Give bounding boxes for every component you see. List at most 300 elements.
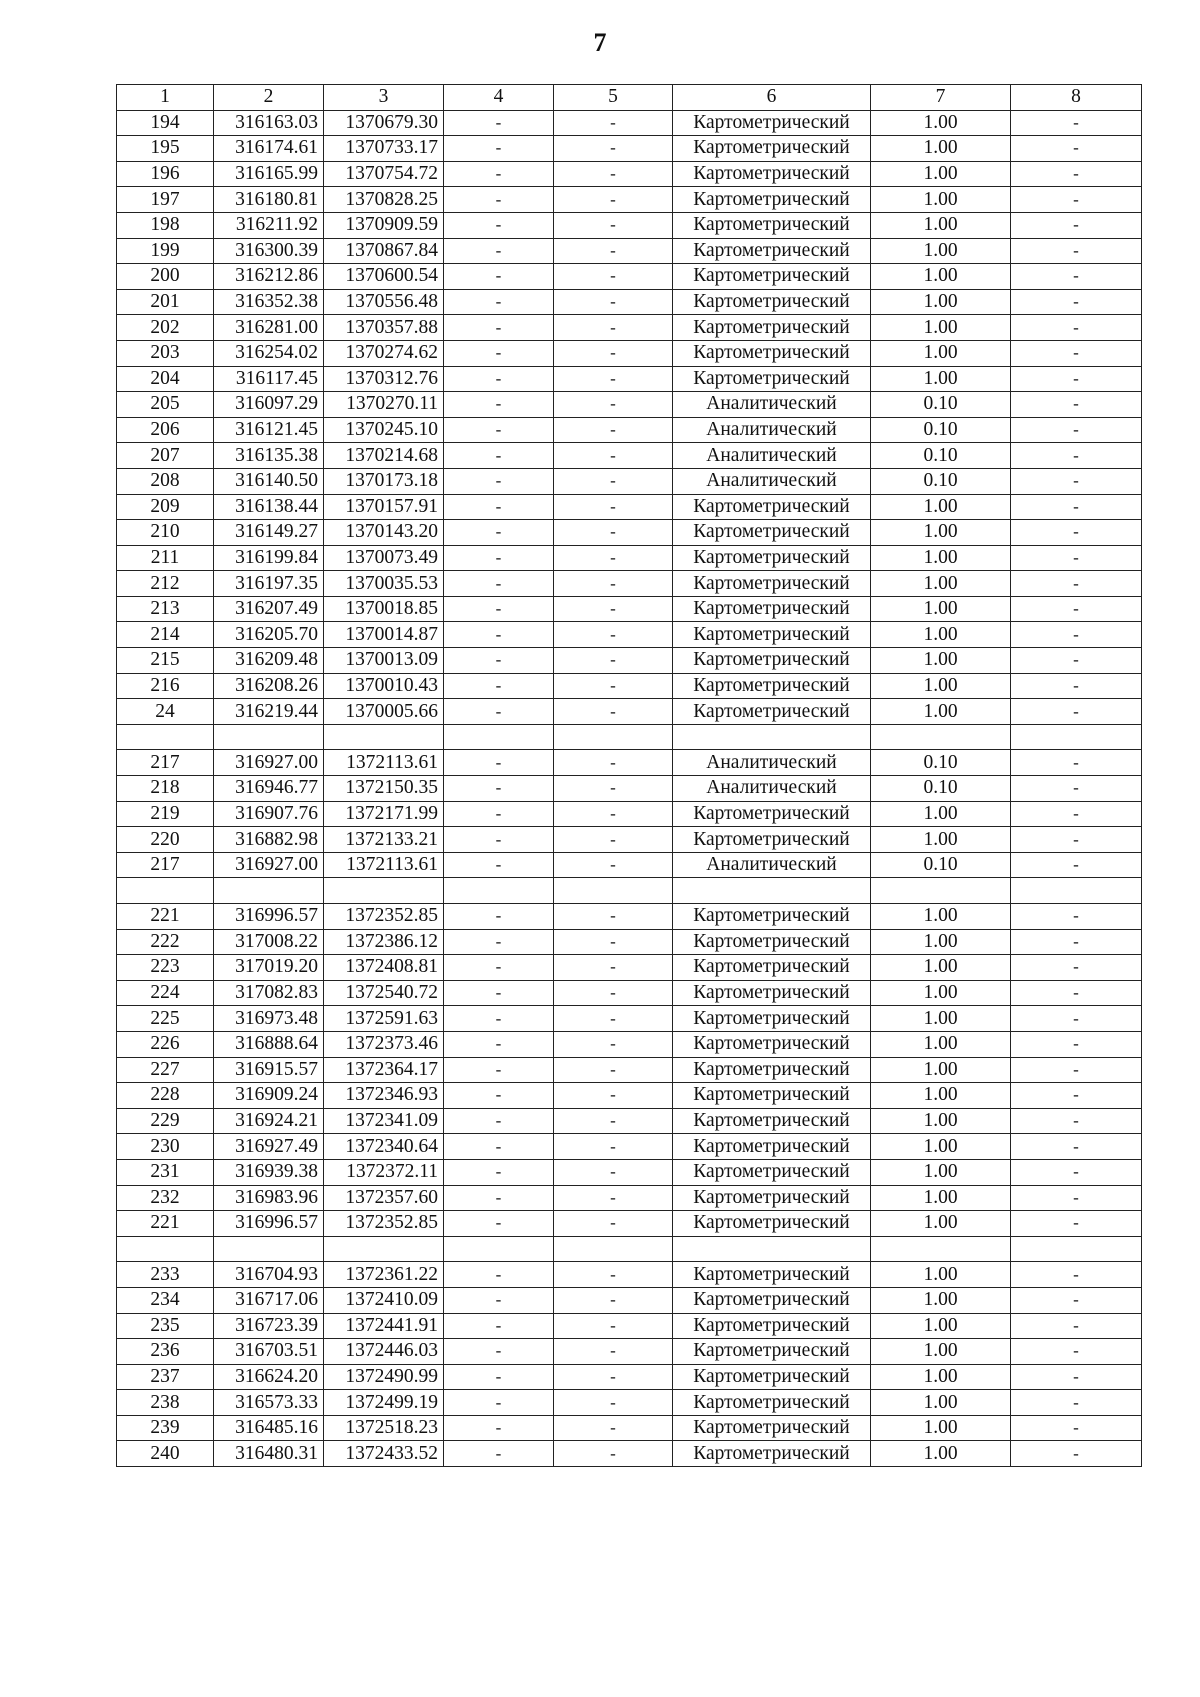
point-number-cell <box>117 1236 214 1262</box>
column-5-cell: - <box>554 673 673 699</box>
table-row <box>117 1031 1142 1057</box>
table-row <box>117 238 1142 264</box>
table-row <box>117 1236 1142 1262</box>
method-cell: Картометрический <box>673 545 871 571</box>
x-coordinate-cell: 316281.00 <box>214 315 324 341</box>
x-coordinate-cell: 316180.81 <box>214 187 324 213</box>
x-coordinate-cell <box>214 724 324 750</box>
column-5-cell: - <box>554 1262 673 1288</box>
x-coordinate-cell: 316573.33 <box>214 1390 324 1416</box>
y-coordinate-cell: 1370010.43 <box>324 673 444 699</box>
x-coordinate-cell: 316924.21 <box>214 1108 324 1134</box>
point-number-cell: 225 <box>117 1006 214 1032</box>
method-cell: Картометрический <box>673 1390 871 1416</box>
column-5-cell: - <box>554 1441 673 1467</box>
y-coordinate-cell: 1370733.17 <box>324 136 444 162</box>
x-coordinate-cell: 316927.00 <box>214 750 324 776</box>
method-cell: Картометрический <box>673 673 871 699</box>
y-coordinate-cell: 1372341.09 <box>324 1108 444 1134</box>
table-body <box>117 110 1142 1466</box>
y-coordinate-cell: 1370005.66 <box>324 699 444 725</box>
column-8-cell: - <box>1011 1262 1142 1288</box>
method-cell: Картометрический <box>673 340 871 366</box>
method-cell: Картометрический <box>673 1313 871 1339</box>
column-4-cell: - <box>444 417 554 443</box>
y-coordinate-cell: 1372171.99 <box>324 801 444 827</box>
column-8-cell: - <box>1011 161 1142 187</box>
y-coordinate-cell: 1372446.03 <box>324 1339 444 1365</box>
column-4-cell: - <box>444 1108 554 1134</box>
column-5-cell <box>554 878 673 904</box>
column-5-cell: - <box>554 392 673 418</box>
table-row <box>117 750 1142 776</box>
table-row <box>117 878 1142 904</box>
column-4-cell: - <box>444 1287 554 1313</box>
method-cell: Картометрический <box>673 1108 871 1134</box>
column-4-cell: - <box>444 852 554 878</box>
table-row <box>117 545 1142 571</box>
column-5-cell: - <box>554 1390 673 1416</box>
method-cell: Картометрический <box>673 136 871 162</box>
point-number-cell: 214 <box>117 622 214 648</box>
column-5-cell: - <box>554 1006 673 1032</box>
column-4-cell: - <box>444 1083 554 1109</box>
column-4-cell: - <box>444 750 554 776</box>
table-row <box>117 904 1142 930</box>
x-coordinate-cell: 316909.24 <box>214 1083 324 1109</box>
column-header: 2 <box>214 85 324 111</box>
x-coordinate-cell: 316211.92 <box>214 212 324 238</box>
column-8-cell: - <box>1011 238 1142 264</box>
column-4-cell: - <box>444 238 554 264</box>
point-number-cell: 230 <box>117 1134 214 1160</box>
y-coordinate-cell: 1370867.84 <box>324 238 444 264</box>
column-5-cell: - <box>554 852 673 878</box>
column-4-cell: - <box>444 443 554 469</box>
y-coordinate-cell: 1372357.60 <box>324 1185 444 1211</box>
header-row <box>117 85 1142 111</box>
table-row <box>117 136 1142 162</box>
y-coordinate-cell: 1372361.22 <box>324 1262 444 1288</box>
column-5-cell: - <box>554 1057 673 1083</box>
table-row <box>117 648 1142 674</box>
point-number-cell: 220 <box>117 827 214 853</box>
column-8-cell: - <box>1011 596 1142 622</box>
column-8-cell: - <box>1011 980 1142 1006</box>
accuracy-cell: 1.00 <box>871 827 1011 853</box>
accuracy-cell: 1.00 <box>871 596 1011 622</box>
y-coordinate-cell: 1370173.18 <box>324 468 444 494</box>
accuracy-cell: 1.00 <box>871 1108 1011 1134</box>
column-8-cell: - <box>1011 1159 1142 1185</box>
point-number-cell <box>117 724 214 750</box>
column-4-cell: - <box>444 161 554 187</box>
method-cell: Аналитический <box>673 392 871 418</box>
column-4-cell: - <box>444 136 554 162</box>
column-8-cell: - <box>1011 750 1142 776</box>
y-coordinate-cell: 1372372.11 <box>324 1159 444 1185</box>
column-8-cell: - <box>1011 1339 1142 1365</box>
method-cell: Картометрический <box>673 1031 871 1057</box>
column-4-cell: - <box>444 1390 554 1416</box>
accuracy-cell: 1.00 <box>871 648 1011 674</box>
column-5-cell: - <box>554 571 673 597</box>
x-coordinate-cell: 316163.03 <box>214 110 324 136</box>
method-cell: Картометрический <box>673 1211 871 1237</box>
column-4-cell: - <box>444 571 554 597</box>
table-row <box>117 161 1142 187</box>
point-number-cell: 238 <box>117 1390 214 1416</box>
column-5-cell: - <box>554 366 673 392</box>
point-number-cell: 223 <box>117 955 214 981</box>
column-8-cell: - <box>1011 1057 1142 1083</box>
point-number-cell: 197 <box>117 187 214 213</box>
accuracy-cell: 1.00 <box>871 520 1011 546</box>
table-row <box>117 417 1142 443</box>
column-4-cell: - <box>444 392 554 418</box>
point-number-cell: 215 <box>117 648 214 674</box>
column-5-cell: - <box>554 596 673 622</box>
table-row <box>117 264 1142 290</box>
column-8-cell: - <box>1011 136 1142 162</box>
column-8-cell <box>1011 1236 1142 1262</box>
method-cell: Картометрический <box>673 1057 871 1083</box>
x-coordinate-cell: 316888.64 <box>214 1031 324 1057</box>
accuracy-cell: 1.00 <box>871 340 1011 366</box>
column-4-cell: - <box>444 955 554 981</box>
point-number-cell: 235 <box>117 1313 214 1339</box>
table-row <box>117 827 1142 853</box>
column-5-cell: - <box>554 264 673 290</box>
column-5-cell: - <box>554 340 673 366</box>
point-number-cell: 233 <box>117 1262 214 1288</box>
x-coordinate-cell: 316300.39 <box>214 238 324 264</box>
x-coordinate-cell <box>214 878 324 904</box>
point-number-cell: 199 <box>117 238 214 264</box>
y-coordinate-cell: 1370013.09 <box>324 648 444 674</box>
y-coordinate-cell: 1370274.62 <box>324 340 444 366</box>
y-coordinate-cell: 1372364.17 <box>324 1057 444 1083</box>
point-number-cell: 204 <box>117 366 214 392</box>
column-4-cell: - <box>444 1185 554 1211</box>
table-row <box>117 1287 1142 1313</box>
column-4-cell: - <box>444 776 554 802</box>
column-4-cell: - <box>444 494 554 520</box>
table-row <box>117 1006 1142 1032</box>
column-8-cell: - <box>1011 776 1142 802</box>
column-8-cell: - <box>1011 904 1142 930</box>
table-row <box>117 1108 1142 1134</box>
x-coordinate-cell: 316140.50 <box>214 468 324 494</box>
x-coordinate-cell: 316723.39 <box>214 1313 324 1339</box>
table-row <box>117 1390 1142 1416</box>
accuracy-cell <box>871 724 1011 750</box>
table-row <box>117 340 1142 366</box>
y-coordinate-cell <box>324 1236 444 1262</box>
accuracy-cell <box>871 1236 1011 1262</box>
x-coordinate-cell: 316704.93 <box>214 1262 324 1288</box>
column-5-cell: - <box>554 929 673 955</box>
column-4-cell: - <box>444 1441 554 1467</box>
point-number-cell: 195 <box>117 136 214 162</box>
x-coordinate-cell: 316199.84 <box>214 545 324 571</box>
y-coordinate-cell: 1372352.85 <box>324 1211 444 1237</box>
table-row <box>117 392 1142 418</box>
column-8-cell: - <box>1011 827 1142 853</box>
column-4-cell: - <box>444 1134 554 1160</box>
point-number-cell: 211 <box>117 545 214 571</box>
table-row <box>117 776 1142 802</box>
x-coordinate-cell: 316097.29 <box>214 392 324 418</box>
column-4-cell <box>444 1236 554 1262</box>
x-coordinate-cell: 316138.44 <box>214 494 324 520</box>
column-4-cell: - <box>444 1339 554 1365</box>
table-row <box>117 929 1142 955</box>
point-number-cell: 210 <box>117 520 214 546</box>
column-8-cell <box>1011 878 1142 904</box>
accuracy-cell: 1.00 <box>871 1313 1011 1339</box>
point-number-cell: 213 <box>117 596 214 622</box>
column-4-cell: - <box>444 1006 554 1032</box>
column-4-cell <box>444 878 554 904</box>
point-number-cell: 203 <box>117 340 214 366</box>
column-8-cell: - <box>1011 673 1142 699</box>
x-coordinate-cell: 316480.31 <box>214 1441 324 1467</box>
accuracy-cell: 1.00 <box>871 1364 1011 1390</box>
accuracy-cell: 1.00 <box>871 1262 1011 1288</box>
x-coordinate-cell: 316117.45 <box>214 366 324 392</box>
x-coordinate-cell: 316983.96 <box>214 1185 324 1211</box>
column-5-cell: - <box>554 238 673 264</box>
accuracy-cell: 1.00 <box>871 110 1011 136</box>
y-coordinate-cell: 1370754.72 <box>324 161 444 187</box>
table-row <box>117 1441 1142 1467</box>
point-number-cell: 228 <box>117 1083 214 1109</box>
accuracy-cell: 1.00 <box>871 494 1011 520</box>
table-row <box>117 955 1142 981</box>
accuracy-cell: 1.00 <box>871 673 1011 699</box>
point-number-cell: 212 <box>117 571 214 597</box>
method-cell: Картометрический <box>673 110 871 136</box>
method-cell: Картометрический <box>673 494 871 520</box>
column-5-cell: - <box>554 494 673 520</box>
table-row <box>117 1211 1142 1237</box>
method-cell: Картометрический <box>673 1415 871 1441</box>
y-coordinate-cell: 1370556.48 <box>324 289 444 315</box>
column-8-cell <box>1011 724 1142 750</box>
method-cell: Картометрический <box>673 264 871 290</box>
column-5-cell: - <box>554 827 673 853</box>
accuracy-cell: 1.00 <box>871 1415 1011 1441</box>
column-4-cell: - <box>444 801 554 827</box>
y-coordinate-cell: 1372490.99 <box>324 1364 444 1390</box>
accuracy-cell: 0.10 <box>871 468 1011 494</box>
table-row <box>117 520 1142 546</box>
point-number-cell: 221 <box>117 1211 214 1237</box>
column-8-cell: - <box>1011 1313 1142 1339</box>
accuracy-cell: 1.00 <box>871 315 1011 341</box>
method-cell: Картометрический <box>673 1006 871 1032</box>
method-cell: Картометрический <box>673 315 871 341</box>
x-coordinate-cell: 317019.20 <box>214 955 324 981</box>
x-coordinate-cell: 316209.48 <box>214 648 324 674</box>
x-coordinate-cell: 316939.38 <box>214 1159 324 1185</box>
y-coordinate-cell: 1370357.88 <box>324 315 444 341</box>
point-number-cell: 236 <box>117 1339 214 1365</box>
column-8-cell: - <box>1011 699 1142 725</box>
method-cell: Картометрический <box>673 1134 871 1160</box>
column-4-cell: - <box>444 904 554 930</box>
column-5-cell: - <box>554 955 673 981</box>
x-coordinate-cell: 316996.57 <box>214 904 324 930</box>
accuracy-cell: 0.10 <box>871 443 1011 469</box>
y-coordinate-cell: 1372410.09 <box>324 1287 444 1313</box>
accuracy-cell: 1.00 <box>871 1211 1011 1237</box>
x-coordinate-cell: 316927.49 <box>214 1134 324 1160</box>
method-cell: Аналитический <box>673 750 871 776</box>
column-8-cell: - <box>1011 1083 1142 1109</box>
y-coordinate-cell: 1370157.91 <box>324 494 444 520</box>
column-4-cell: - <box>444 315 554 341</box>
accuracy-cell <box>871 878 1011 904</box>
y-coordinate-cell: 1372408.81 <box>324 955 444 981</box>
method-cell: Аналитический <box>673 776 871 802</box>
point-number-cell: 208 <box>117 468 214 494</box>
accuracy-cell: 0.10 <box>871 750 1011 776</box>
column-5-cell: - <box>554 776 673 802</box>
table-row <box>117 1159 1142 1185</box>
column-4-cell: - <box>444 1057 554 1083</box>
x-coordinate-cell: 316208.26 <box>214 673 324 699</box>
point-number-cell: 219 <box>117 801 214 827</box>
point-number-cell: 217 <box>117 750 214 776</box>
accuracy-cell: 1.00 <box>871 289 1011 315</box>
table-row <box>117 1364 1142 1390</box>
method-cell: Картометрический <box>673 212 871 238</box>
point-number-cell: 226 <box>117 1031 214 1057</box>
point-number-cell: 240 <box>117 1441 214 1467</box>
x-coordinate-cell: 316882.98 <box>214 827 324 853</box>
table-row <box>117 852 1142 878</box>
x-coordinate-cell: 316149.27 <box>214 520 324 546</box>
column-8-cell: - <box>1011 571 1142 597</box>
table-row <box>117 596 1142 622</box>
method-cell: Аналитический <box>673 443 871 469</box>
y-coordinate-cell: 1372150.35 <box>324 776 444 802</box>
column-4-cell: - <box>444 468 554 494</box>
column-8-cell: - <box>1011 1031 1142 1057</box>
x-coordinate-cell: 316927.00 <box>214 852 324 878</box>
method-cell: Аналитический <box>673 417 871 443</box>
y-coordinate-cell: 1372340.64 <box>324 1134 444 1160</box>
column-5-cell: - <box>554 648 673 674</box>
x-coordinate-cell: 316219.44 <box>214 699 324 725</box>
accuracy-cell: 1.00 <box>871 1390 1011 1416</box>
column-4-cell: - <box>444 622 554 648</box>
column-4-cell: - <box>444 289 554 315</box>
column-5-cell <box>554 724 673 750</box>
method-cell: Картометрический <box>673 904 871 930</box>
accuracy-cell: 1.00 <box>871 904 1011 930</box>
y-coordinate-cell: 1370073.49 <box>324 545 444 571</box>
y-coordinate-cell: 1370143.20 <box>324 520 444 546</box>
table-row <box>117 1339 1142 1365</box>
column-4-cell: - <box>444 1364 554 1390</box>
x-coordinate-cell <box>214 1236 324 1262</box>
column-8-cell: - <box>1011 340 1142 366</box>
method-cell: Картометрический <box>673 366 871 392</box>
method-cell: Аналитический <box>673 468 871 494</box>
method-cell: Аналитический <box>673 852 871 878</box>
column-8-cell: - <box>1011 187 1142 213</box>
column-4-cell: - <box>444 212 554 238</box>
column-8-cell: - <box>1011 1364 1142 1390</box>
table-row <box>117 494 1142 520</box>
table-row <box>117 673 1142 699</box>
column-5-cell: - <box>554 520 673 546</box>
accuracy-cell: 1.00 <box>871 622 1011 648</box>
column-header: 3 <box>324 85 444 111</box>
y-coordinate-cell: 1372591.63 <box>324 1006 444 1032</box>
column-4-cell: - <box>444 366 554 392</box>
page-number: 7 <box>593 28 607 57</box>
table-row <box>117 724 1142 750</box>
table-row <box>117 366 1142 392</box>
x-coordinate-cell: 316121.45 <box>214 417 324 443</box>
method-cell: Картометрический <box>673 955 871 981</box>
point-number-cell <box>117 878 214 904</box>
column-8-cell: - <box>1011 366 1142 392</box>
column-8-cell: - <box>1011 443 1142 469</box>
table-row <box>117 1415 1142 1441</box>
column-8-cell: - <box>1011 622 1142 648</box>
column-8-cell: - <box>1011 468 1142 494</box>
column-5-cell: - <box>554 1031 673 1057</box>
column-8-cell: - <box>1011 1211 1142 1237</box>
column-header: 1 <box>117 85 214 111</box>
table-row <box>117 1185 1142 1211</box>
y-coordinate-cell: 1370018.85 <box>324 596 444 622</box>
x-coordinate-cell: 316212.86 <box>214 264 324 290</box>
x-coordinate-cell: 316197.35 <box>214 571 324 597</box>
accuracy-cell: 1.00 <box>871 1159 1011 1185</box>
column-4-cell: - <box>444 929 554 955</box>
method-cell: Картометрический <box>673 929 871 955</box>
column-4-cell: - <box>444 264 554 290</box>
x-coordinate-cell: 316624.20 <box>214 1364 324 1390</box>
accuracy-cell: 1.00 <box>871 571 1011 597</box>
y-coordinate-cell: 1372113.61 <box>324 750 444 776</box>
accuracy-cell: 1.00 <box>871 136 1011 162</box>
column-4-cell: - <box>444 1031 554 1057</box>
column-8-cell: - <box>1011 1108 1142 1134</box>
method-cell: Картометрический <box>673 1441 871 1467</box>
method-cell: Картометрический <box>673 1364 871 1390</box>
y-coordinate-cell: 1370312.76 <box>324 366 444 392</box>
accuracy-cell: 1.00 <box>871 212 1011 238</box>
column-8-cell: - <box>1011 494 1142 520</box>
accuracy-cell: 1.00 <box>871 980 1011 1006</box>
point-number-cell: 227 <box>117 1057 214 1083</box>
y-coordinate-cell: 1372373.46 <box>324 1031 444 1057</box>
accuracy-cell: 1.00 <box>871 1031 1011 1057</box>
column-8-cell: - <box>1011 110 1142 136</box>
y-coordinate-cell: 1370014.87 <box>324 622 444 648</box>
column-5-cell: - <box>554 545 673 571</box>
table-row <box>117 187 1142 213</box>
column-5-cell: - <box>554 1134 673 1160</box>
point-number-cell: 206 <box>117 417 214 443</box>
